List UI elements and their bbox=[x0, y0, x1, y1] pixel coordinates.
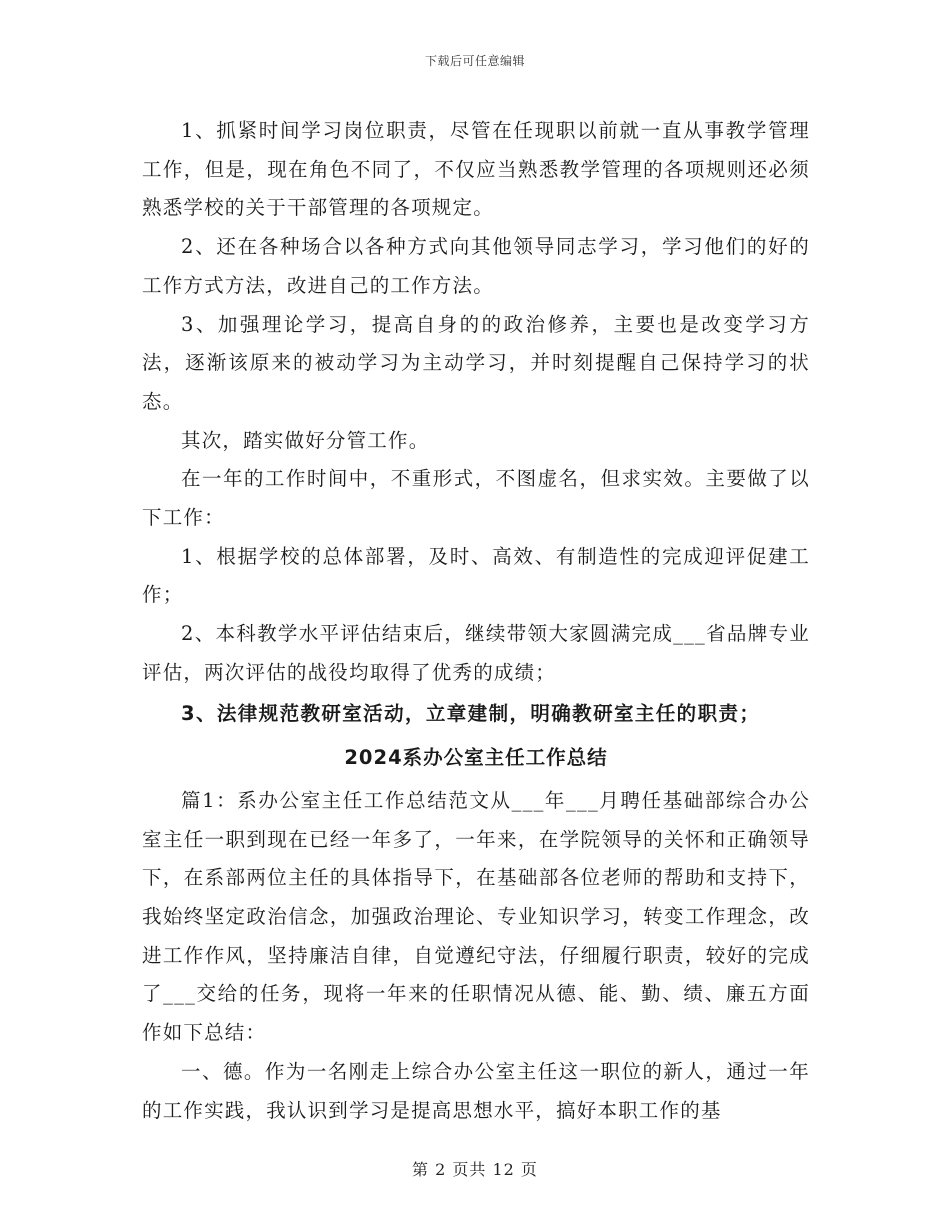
paragraph: 一、德。作为一名刚走上综合办公室主任这一职位的新人，通过一年的工作实践，我认识到学习是提高思想水平，搞好本职工作的基 bbox=[142, 1059, 810, 1122]
paragraph: 2、本科教学水平评估结束后，继续带领大家圆满完成___省品牌专业评估，两次评估的战役均取得了优秀的成绩； bbox=[142, 622, 810, 684]
paragraph: 1、根据学校的总体部署，及时、高效、有制造性的完成迎评促建工作； bbox=[142, 544, 810, 607]
page-header: 下载后可任意编辑 bbox=[424, 54, 525, 68]
paragraph: 1、抓紧时间学习岗位职责，尽管在任现职以前就一直从事教学管理工作，但是，现在角色不同了，不仅应当熟悉教学管理的各项规则还必须熟悉学校的关于干部管理的各项规定。 bbox=[142, 119, 810, 220]
document-body bbox=[142, 112, 810, 1130]
paragraph: 2、还在各种场合以各种方式向其他领导同志学习，学习他们的好的工作方式方法，改进自己的工作方法。 bbox=[142, 235, 810, 297]
page-footer: 第 2 页共 12 页 bbox=[412, 1160, 538, 1179]
paragraph: 篇1：系办公室主任工作总结范文从___年___月聘任基础部综合办公室主任一职到现在已经一年多了，一年来，在学院领导的关怀和正确领导下，在系部两位主任的具体指导下，在基础部各位老师的帮助和支持下，我始终坚定政治信念，加强政治理论、专业知识学习，转变工作理念，改进工作作风，坚持廉洁自律，自觉遵纪守法，仔细履行职责，较好的完成了___交给的任务，现将一年来的任职情况从德、能、勤、绩、廉五方面作如下总结： bbox=[142, 788, 810, 1045]
paragraph: 在一年的工作时间中，不重形式，不图虚名，但求实效。主要做了以下工作： bbox=[142, 467, 810, 530]
paragraph: 3、加强理论学习，提高自身的的政治修养，主要也是改变学习方法，逐渐该原来的被动学习为主动学习，并时刻提醒自己保持学习的状态。 bbox=[142, 312, 810, 413]
section-title: 2024系办公室主任工作总结 bbox=[344, 746, 608, 770]
bold-paragraph: 3、法律规范教研室活动，立章建制，明确教研室主任的职责； bbox=[181, 701, 761, 725]
paragraph: 其次，踏实做好分管工作。 bbox=[181, 428, 430, 452]
